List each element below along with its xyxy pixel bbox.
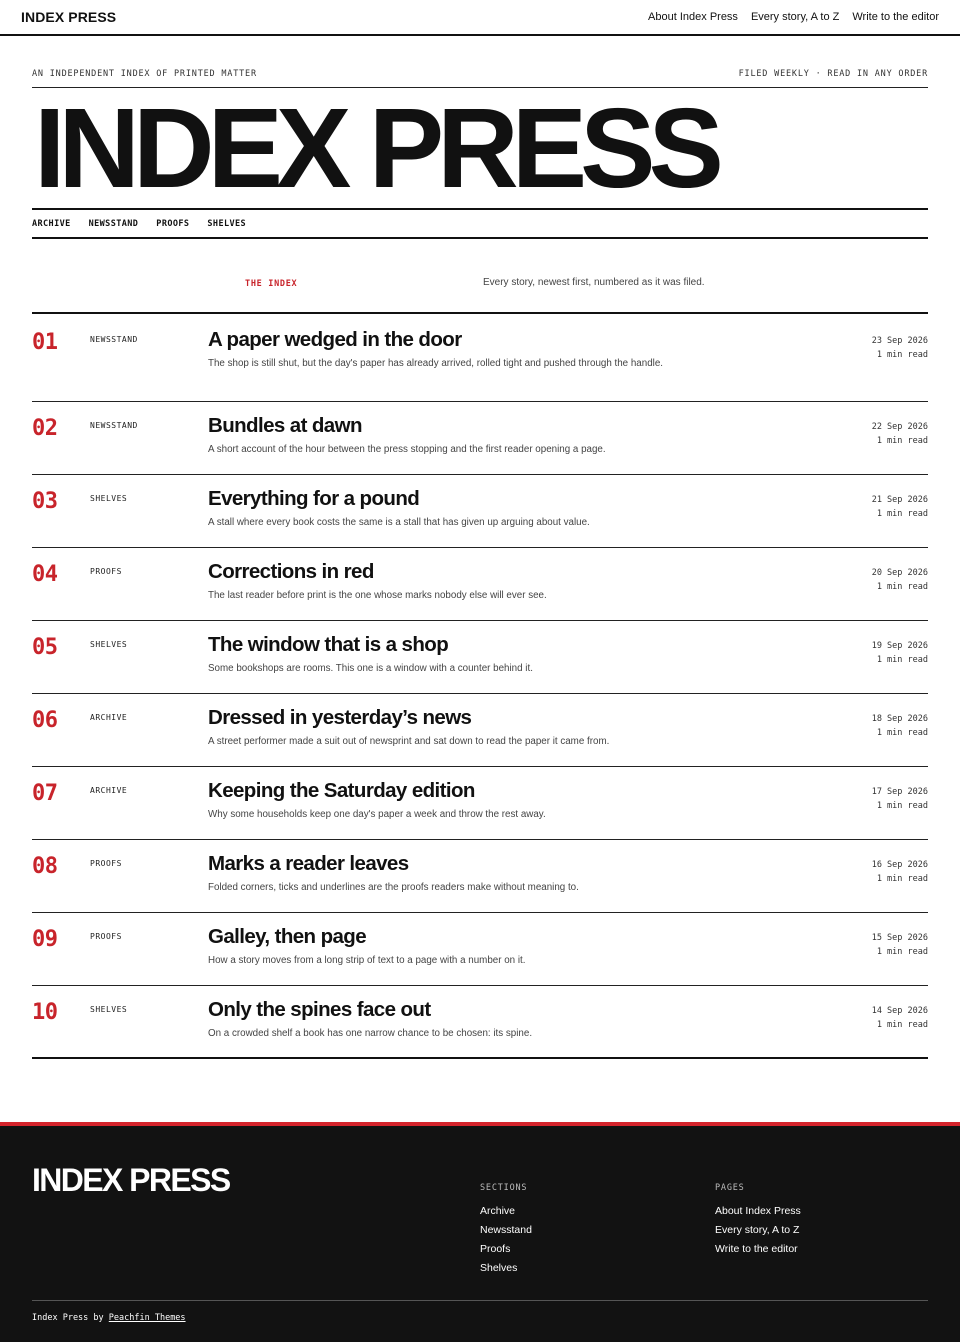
story-title[interactable]: Marks a reader leaves xyxy=(208,852,409,875)
story-read-time: 1 min read xyxy=(876,509,928,519)
story-section-tag[interactable]: SHELVES xyxy=(90,640,128,649)
story-row[interactable] xyxy=(32,475,928,548)
story-date: 14 Sep 2026 xyxy=(871,1006,928,1016)
story-read-time: 1 min read xyxy=(876,728,928,738)
story-meta xyxy=(872,566,928,594)
story-date: 18 Sep 2026 xyxy=(871,714,928,724)
footer-link-newsstand[interactable]: Newsstand xyxy=(480,1224,532,1236)
top-nav-az-link[interactable]: Every story, A to Z xyxy=(750,11,840,23)
story-dek: Some bookshops are rooms. This one is a window with a counter behind it. xyxy=(208,663,533,674)
masthead-title[interactable]: INDEX PRESS xyxy=(34,88,717,210)
story-date: 22 Sep 2026 xyxy=(871,422,928,432)
story-list xyxy=(32,314,928,1059)
story-meta xyxy=(872,712,928,740)
story-date: 15 Sep 2026 xyxy=(871,933,928,943)
story-meta xyxy=(872,1004,928,1032)
footer-link-about[interactable]: About Index Press xyxy=(715,1205,801,1217)
story-read-time: 1 min read xyxy=(876,801,928,811)
story-meta xyxy=(872,931,928,959)
story-row[interactable] xyxy=(32,986,928,1059)
story-read-time: 1 min read xyxy=(876,1020,928,1030)
footer-sections-heading: SECTIONS xyxy=(480,1183,528,1193)
story-number: 08 xyxy=(32,854,58,879)
story-row[interactable] xyxy=(32,694,928,767)
index-description: Every story, newest first, numbered as it was filed. xyxy=(483,277,705,288)
story-row[interactable] xyxy=(32,840,928,913)
story-number: 06 xyxy=(32,708,58,733)
story-section-tag[interactable]: PROOFS xyxy=(90,932,122,941)
index-label: THE INDEX xyxy=(245,279,298,289)
story-section-tag[interactable]: PROOFS xyxy=(90,567,122,576)
footer-pages-column xyxy=(715,1183,801,1262)
story-title[interactable]: Bundles at dawn xyxy=(208,414,362,437)
story-read-time: 1 min read xyxy=(876,436,928,446)
footer-logo[interactable]: INDEX PRESS xyxy=(32,1162,230,1198)
tagline: AN INDEPENDENT INDEX OF PRINTED MATTER xyxy=(32,69,257,79)
story-dek: A short account of the hour between the press stopping and the first reader opening a page. xyxy=(208,444,606,455)
story-dek: Why some households keep one day's paper a week and throw the rest away. xyxy=(208,809,546,820)
story-section-tag[interactable]: SHELVES xyxy=(90,494,128,503)
masthead xyxy=(32,88,928,210)
story-number: 02 xyxy=(32,416,58,441)
story-title[interactable]: The window that is a shop xyxy=(208,633,449,656)
story-row[interactable] xyxy=(32,913,928,986)
story-title[interactable]: Corrections in red xyxy=(208,560,374,583)
story-number: 07 xyxy=(32,781,58,806)
footer-link-archive[interactable]: Archive xyxy=(480,1205,516,1217)
story-section-tag[interactable]: ARCHIVE xyxy=(90,786,128,795)
story-read-time: 1 min read xyxy=(876,655,928,665)
top-bar xyxy=(0,0,960,36)
site-brand[interactable]: INDEX PRESS xyxy=(21,9,117,25)
story-number: 04 xyxy=(32,562,58,587)
top-nav xyxy=(648,11,939,23)
credit-link[interactable]: Peachfin Themes xyxy=(108,1313,186,1323)
story-section-tag[interactable]: ARCHIVE xyxy=(90,713,128,722)
story-date: 23 Sep 2026 xyxy=(871,336,928,346)
story-date: 19 Sep 2026 xyxy=(871,641,928,651)
top-nav-about-link[interactable]: About Index Press xyxy=(648,11,738,23)
story-meta xyxy=(872,858,928,886)
story-dek: A street performer made a suit out of newsprint and sat down to read the paper it came from. xyxy=(208,736,610,747)
story-meta xyxy=(872,785,928,813)
section-nav-newsstand[interactable]: NEWSSTAND xyxy=(88,218,139,229)
story-dek: A stall where every book costs the same is a stall that has given up arguing about value. xyxy=(208,517,590,528)
story-number: 05 xyxy=(32,635,58,660)
footer-link-editor[interactable]: Write to the editor xyxy=(715,1243,798,1255)
story-read-time: 1 min read xyxy=(876,350,928,360)
story-number: 03 xyxy=(32,489,58,514)
footer-link-proofs[interactable]: Proofs xyxy=(480,1243,511,1255)
story-number: 10 xyxy=(32,1000,58,1025)
story-row[interactable] xyxy=(32,402,928,475)
footer-sections-column xyxy=(480,1183,532,1281)
story-read-time: 1 min read xyxy=(876,582,928,592)
story-read-time: 1 min read xyxy=(876,874,928,884)
kicker-row xyxy=(32,36,928,88)
story-title[interactable]: Only the spines face out xyxy=(208,998,431,1021)
story-row[interactable] xyxy=(32,314,928,402)
footer-pages-heading: PAGES xyxy=(715,1183,745,1193)
story-meta xyxy=(872,493,928,521)
story-date: 17 Sep 2026 xyxy=(871,787,928,797)
story-section-tag[interactable]: NEWSSTAND xyxy=(90,421,138,430)
site-footer xyxy=(0,1122,960,1342)
story-row[interactable] xyxy=(32,767,928,840)
story-title[interactable]: A paper wedged in the door xyxy=(208,328,462,351)
story-section-tag[interactable]: PROOFS xyxy=(90,859,122,868)
story-read-time: 1 min read xyxy=(876,947,928,957)
footer-divider xyxy=(32,1300,928,1301)
story-date: 21 Sep 2026 xyxy=(871,495,928,505)
story-meta xyxy=(872,639,928,667)
story-dek: Folded corners, ticks and underlines are the proofs readers make without meaning to. xyxy=(208,882,579,893)
story-dek: The last reader before print is the one whose marks nobody else will ever see. xyxy=(208,590,547,601)
story-number: 01 xyxy=(32,330,58,355)
story-title[interactable]: Everything for a pound xyxy=(208,487,420,510)
credit-prefix: Index Press by xyxy=(32,1313,104,1323)
story-meta xyxy=(872,334,928,362)
index-intro xyxy=(32,239,928,314)
footer-link-shelves[interactable]: Shelves xyxy=(480,1262,518,1274)
story-section-tag[interactable]: NEWSSTAND xyxy=(90,335,138,344)
schedule-note: FILED WEEKLY · READ IN ANY ORDER xyxy=(738,69,928,79)
story-row[interactable] xyxy=(32,621,928,694)
footer-link-az[interactable]: Every story, A to Z xyxy=(715,1224,800,1236)
footer-credit xyxy=(32,1313,186,1323)
story-meta xyxy=(872,420,928,448)
story-section-tag[interactable]: SHELVES xyxy=(90,1005,128,1014)
story-number: 09 xyxy=(32,927,58,952)
story-row[interactable] xyxy=(32,548,928,621)
story-date: 16 Sep 2026 xyxy=(871,860,928,870)
story-title[interactable]: Keeping the Saturday edition xyxy=(208,779,475,802)
story-title[interactable]: Galley, then page xyxy=(208,925,367,948)
story-dek: On a crowded shelf a book has one narrow chance to be chosen: its spine. xyxy=(208,1028,533,1039)
section-nav xyxy=(32,210,928,239)
story-date: 20 Sep 2026 xyxy=(871,568,928,578)
section-nav-shelves[interactable]: SHELVES xyxy=(207,218,247,229)
top-nav-editor-link[interactable]: Write to the editor xyxy=(852,11,939,23)
story-title[interactable]: Dressed in yesterday’s news xyxy=(208,706,472,729)
story-dek: How a story moves from a long strip of text to a page with a number on it. xyxy=(208,955,526,966)
section-nav-archive[interactable]: ARCHIVE xyxy=(32,218,71,229)
section-nav-proofs[interactable]: PROOFS xyxy=(156,218,190,229)
story-dek: The shop is still shut, but the day's paper has already arrived, rolled tight and pushed through the handle. xyxy=(208,358,663,369)
